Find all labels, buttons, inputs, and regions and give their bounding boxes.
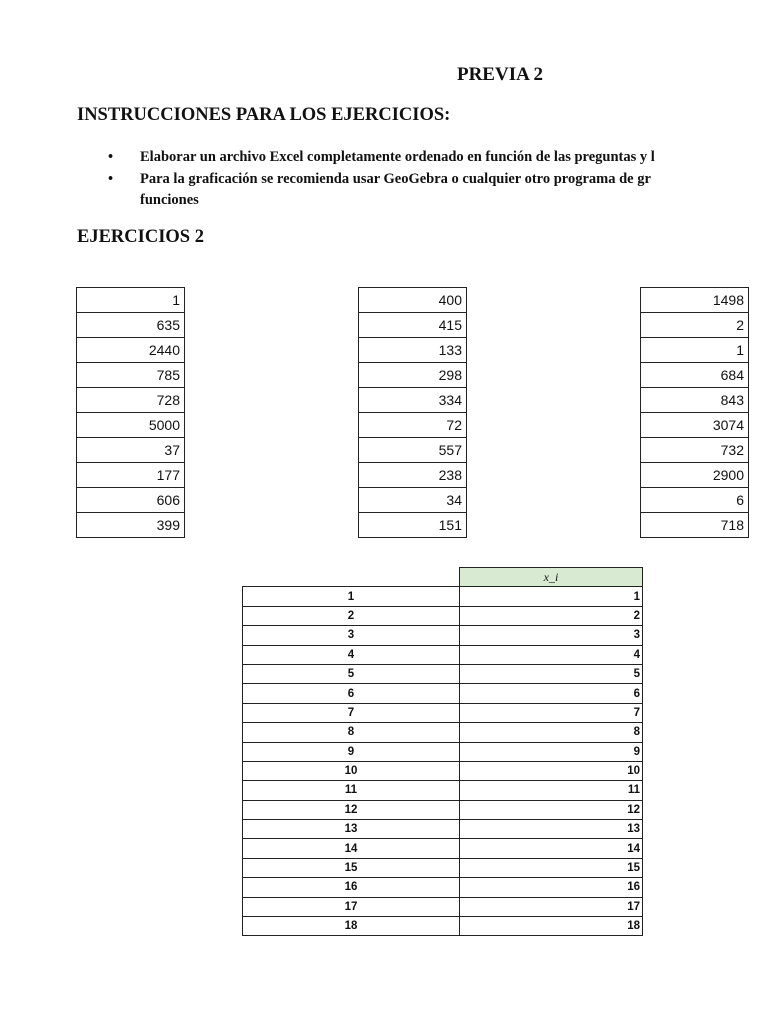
table-row xyxy=(359,438,467,463)
table-row xyxy=(243,878,643,897)
table-row xyxy=(243,839,643,858)
data-cell: 298 xyxy=(359,363,467,388)
row-index-cell: 6 xyxy=(243,684,460,703)
table-row xyxy=(359,313,467,338)
table-row xyxy=(359,488,467,513)
row-index-cell: 2 xyxy=(243,606,460,625)
instruction-text: Para la graficación se recomienda usar GeoGebra o cualquier otro programa de gr xyxy=(140,170,651,187)
table-row xyxy=(641,313,749,338)
data-cell: 5000 xyxy=(77,413,185,438)
data-cell: 606 xyxy=(77,488,185,513)
xi-value-cell: 6 xyxy=(460,684,643,703)
data-column-3 xyxy=(640,287,749,538)
data-cell: 334 xyxy=(359,388,467,413)
header-blank-cell xyxy=(243,568,460,587)
table-row xyxy=(641,513,749,538)
xi-value-cell: 2 xyxy=(460,606,643,625)
xi-table-header-row xyxy=(243,568,643,587)
data-cell: 2440 xyxy=(77,338,185,363)
data-cell: 415 xyxy=(359,313,467,338)
data-cell: 1498 xyxy=(641,288,749,313)
row-index-cell: 1 xyxy=(243,587,460,606)
xi-value-cell: 11 xyxy=(460,781,643,800)
data-cell: 785 xyxy=(77,363,185,388)
data-cell: 718 xyxy=(641,513,749,538)
xi-value-cell: 8 xyxy=(460,723,643,742)
xi-value-cell: 5 xyxy=(460,664,643,683)
table-row xyxy=(641,288,749,313)
table-row xyxy=(243,742,643,761)
table-row xyxy=(243,664,643,683)
data-cell: 400 xyxy=(359,288,467,313)
xi-value-cell: 4 xyxy=(460,645,643,664)
table-row xyxy=(77,513,185,538)
table-row xyxy=(641,413,749,438)
instruction-item xyxy=(100,147,768,169)
row-index-cell: 5 xyxy=(243,664,460,683)
data-cell: 37 xyxy=(77,438,185,463)
data-cell: 238 xyxy=(359,463,467,488)
data-cell: 151 xyxy=(359,513,467,538)
row-index-cell: 17 xyxy=(243,897,460,916)
table-row xyxy=(243,761,643,780)
instruction-item xyxy=(100,169,768,212)
row-index-cell: 7 xyxy=(243,703,460,722)
table-row xyxy=(243,820,643,839)
table-row xyxy=(641,388,749,413)
row-index-cell: 8 xyxy=(243,723,460,742)
table-row xyxy=(77,338,185,363)
instructions-heading: INSTRUCCIONES PARA LOS EJERCICIOS: xyxy=(77,105,451,125)
table-row xyxy=(243,645,643,664)
data-cell: 732 xyxy=(641,438,749,463)
table-row xyxy=(77,488,185,513)
table-row xyxy=(359,363,467,388)
table-row xyxy=(243,723,643,742)
table-row xyxy=(77,388,185,413)
instruction-text: Elaborar un archivo Excel completamente ordenado en función de las preguntas y l xyxy=(140,149,655,165)
bullet-icon: • xyxy=(108,149,114,165)
data-cell: 399 xyxy=(77,513,185,538)
xi-value-cell: 10 xyxy=(460,761,643,780)
data-cell: 3074 xyxy=(641,413,749,438)
xi-table xyxy=(242,567,643,936)
table-row xyxy=(77,438,185,463)
xi-value-cell: 13 xyxy=(460,820,643,839)
table-row xyxy=(243,684,643,703)
data-cell: 177 xyxy=(77,463,185,488)
xi-value-cell: 18 xyxy=(460,917,643,936)
data-cell: 684 xyxy=(641,363,749,388)
data-cell: 2900 xyxy=(641,463,749,488)
table-row xyxy=(243,917,643,936)
table-row xyxy=(77,413,185,438)
xi-value-cell: 14 xyxy=(460,839,643,858)
exercises-heading: EJERCICIOS 2 xyxy=(77,227,204,247)
row-index-cell: 4 xyxy=(243,645,460,664)
data-cell: 6 xyxy=(641,488,749,513)
row-index-cell: 18 xyxy=(243,917,460,936)
data-cell: 72 xyxy=(359,413,467,438)
row-index-cell: 9 xyxy=(243,742,460,761)
xi-header-cell: x_i xyxy=(460,568,643,587)
table-row xyxy=(77,363,185,388)
table-row xyxy=(359,288,467,313)
xi-value-cell: 7 xyxy=(460,703,643,722)
table-row xyxy=(359,338,467,363)
table-row xyxy=(77,288,185,313)
data-cell: 728 xyxy=(77,388,185,413)
table-row xyxy=(641,463,749,488)
page-title: PREVIA 2 xyxy=(456,64,544,85)
instruction-text-continued: funciones xyxy=(140,192,199,208)
table-row xyxy=(243,781,643,800)
table-row xyxy=(641,338,749,363)
data-cell: 1 xyxy=(77,288,185,313)
table-row xyxy=(641,363,749,388)
data-cell: 2 xyxy=(641,313,749,338)
data-cell: 557 xyxy=(359,438,467,463)
table-row xyxy=(359,388,467,413)
data-cell: 635 xyxy=(77,313,185,338)
data-cell: 843 xyxy=(641,388,749,413)
table-row xyxy=(359,413,467,438)
table-row xyxy=(243,587,643,606)
table-row xyxy=(243,858,643,877)
data-cell: 34 xyxy=(359,488,467,513)
row-index-cell: 15 xyxy=(243,858,460,877)
xi-value-cell: 16 xyxy=(460,878,643,897)
data-column-2 xyxy=(358,287,467,538)
row-index-cell: 13 xyxy=(243,820,460,839)
row-index-cell: 16 xyxy=(243,878,460,897)
table-row xyxy=(77,313,185,338)
row-index-cell: 14 xyxy=(243,839,460,858)
row-index-cell: 11 xyxy=(243,781,460,800)
xi-value-cell: 3 xyxy=(460,626,643,645)
table-row xyxy=(641,438,749,463)
table-row xyxy=(359,463,467,488)
bullet-icon: • xyxy=(108,170,114,187)
data-cell: 1 xyxy=(641,338,749,363)
xi-value-cell: 17 xyxy=(460,897,643,916)
xi-value-cell: 9 xyxy=(460,742,643,761)
xi-value-cell: 1 xyxy=(460,587,643,606)
table-row xyxy=(243,606,643,625)
table-row xyxy=(359,513,467,538)
table-row xyxy=(77,463,185,488)
data-column-1 xyxy=(76,287,185,538)
instructions-list xyxy=(100,147,768,212)
data-cell: 133 xyxy=(359,338,467,363)
xi-value-cell: 12 xyxy=(460,800,643,819)
table-row xyxy=(243,800,643,819)
table-row xyxy=(641,488,749,513)
row-index-cell: 12 xyxy=(243,800,460,819)
row-index-cell: 3 xyxy=(243,626,460,645)
row-index-cell: 10 xyxy=(243,761,460,780)
table-row xyxy=(243,626,643,645)
table-row xyxy=(243,703,643,722)
table-row xyxy=(243,897,643,916)
xi-value-cell: 15 xyxy=(460,858,643,877)
